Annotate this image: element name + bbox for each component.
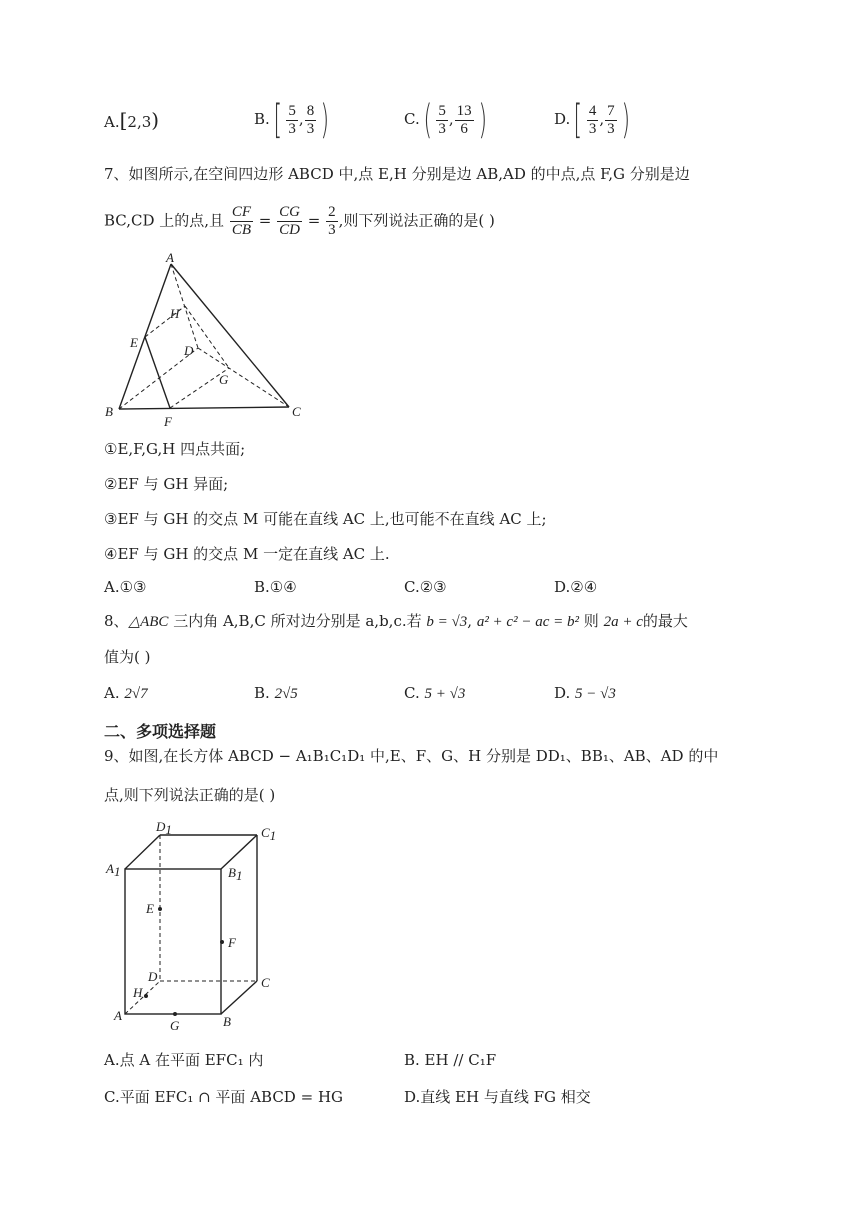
q8-option-d[interactable]: D. 5 − √3	[554, 684, 616, 702]
q9-option-a[interactable]: A.点 A 在平面 EFC₁ 内	[104, 1051, 264, 1069]
q7-option-d[interactable]: D.②④	[554, 578, 598, 596]
label-f: F	[164, 414, 172, 429]
q7-statement-4: ④EF 与 GH 的交点 M 一定在直线 AC 上.	[104, 545, 390, 563]
q6-option-b[interactable]: B.[ $\frac{5}{3}$ , $\frac{8}{3}$ )	[254, 97, 330, 143]
q6-option-a[interactable]: A.[2,3)	[104, 108, 160, 132]
label-h: H	[133, 985, 143, 1000]
q8-stem-line1: 8、△ABC 三内角 A,B,C 所对边分别是 a,b,c.若 b = √3, a² + c² − ac = b² 则 2a + c的最大	[104, 612, 688, 630]
label-g: G	[219, 372, 229, 387]
q7-stem-line1: 7、如图所示,在空间四边形 ABCD 中,点 E,H 分别是边 AB,AD 的中点,点 F,G 分别是边	[104, 165, 690, 183]
q8-condition-equation: a² + c² − ac = b²	[476, 614, 579, 630]
q8-expression: 2a + c	[603, 614, 643, 630]
label-g: G	[170, 1018, 180, 1033]
label-a: A	[114, 1008, 122, 1023]
q8-option-b[interactable]: B. 2√5	[254, 684, 298, 702]
q8-condition-b: b = √3	[426, 614, 468, 630]
q6-option-a-value: 2,3	[127, 113, 152, 131]
label-e: E	[130, 335, 138, 350]
q7-option-a[interactable]: A.①③	[104, 578, 147, 596]
q7-statement-1: ①E,F,G,H 四点共面;	[104, 440, 246, 458]
q6-option-d[interactable]: D.[ $\frac{4}{3}$ , $\frac{7}{3}$ )	[554, 97, 630, 143]
label-c: C	[261, 975, 270, 990]
q7-option-b[interactable]: B.①④	[254, 578, 297, 596]
label-e: E	[146, 901, 154, 916]
q9-stem-line2: 点,则下列说法正确的是( )	[104, 786, 276, 804]
q8-option-c[interactable]: C. 5 + √3	[404, 684, 466, 702]
label-d: D	[148, 969, 158, 984]
label-c: C	[292, 404, 301, 419]
label-b: B	[105, 404, 113, 419]
label-d: D	[184, 343, 194, 358]
frac-cg-cd: $\frac{CG}{CD}$	[279, 204, 300, 238]
frac-cf-cb: $\frac{CF}{CB}$	[231, 204, 252, 238]
q9-stem-line1: 9、如图,在长方体 ABCD − A₁B₁C₁D₁ 中,E、F、G、H 分别是 DD₁、BB₁、AB、AD 的中	[104, 747, 719, 765]
section-heading-multiple-choice: 二、多项选择题	[104, 722, 217, 741]
frac-two-thirds: $\frac{2}{3}$	[328, 204, 336, 238]
cuboid-figure	[100, 815, 300, 1040]
label-c1: C1	[261, 825, 277, 843]
label-a1: A1	[106, 861, 121, 879]
label-b1: B1	[228, 865, 243, 883]
label-a: A	[166, 250, 174, 265]
q7-statement-2: ②EF 与 GH 异面;	[104, 475, 229, 493]
label-d1: D1	[156, 819, 172, 837]
q8-option-a[interactable]: A. 2√7	[104, 684, 148, 702]
q9-option-b[interactable]: B. EH // C₁F	[404, 1051, 497, 1069]
q7-statement-3: ③EF 与 GH 的交点 M 可能在直线 AC 上,也可能不在直线 AC 上;	[104, 510, 547, 528]
label-b: B	[223, 1014, 231, 1029]
q9-option-d[interactable]: D.直线 EH 与直线 FG 相交	[404, 1088, 591, 1106]
label-h: H	[170, 306, 180, 321]
q7-option-c[interactable]: C.②③	[404, 578, 447, 596]
q7-stem-line2: BC,CD 上的点,且 $\frac{CF}{CB}$ = $\frac{CG}{CD}$ = $\frac{2}{3}$ ,则下列说法正确的是( )	[104, 204, 495, 238]
tetrahedron-figure	[100, 250, 320, 430]
label-f: F	[228, 935, 236, 950]
q8-stem-line2: 值为( )	[104, 648, 151, 666]
q9-option-c[interactable]: C.平面 EFC₁ ∩ 平面 ABCD = HG	[104, 1088, 344, 1106]
q6-option-c[interactable]: C.( $\frac{5}{3}$ , $\frac{13}{6}$ )	[404, 97, 487, 143]
